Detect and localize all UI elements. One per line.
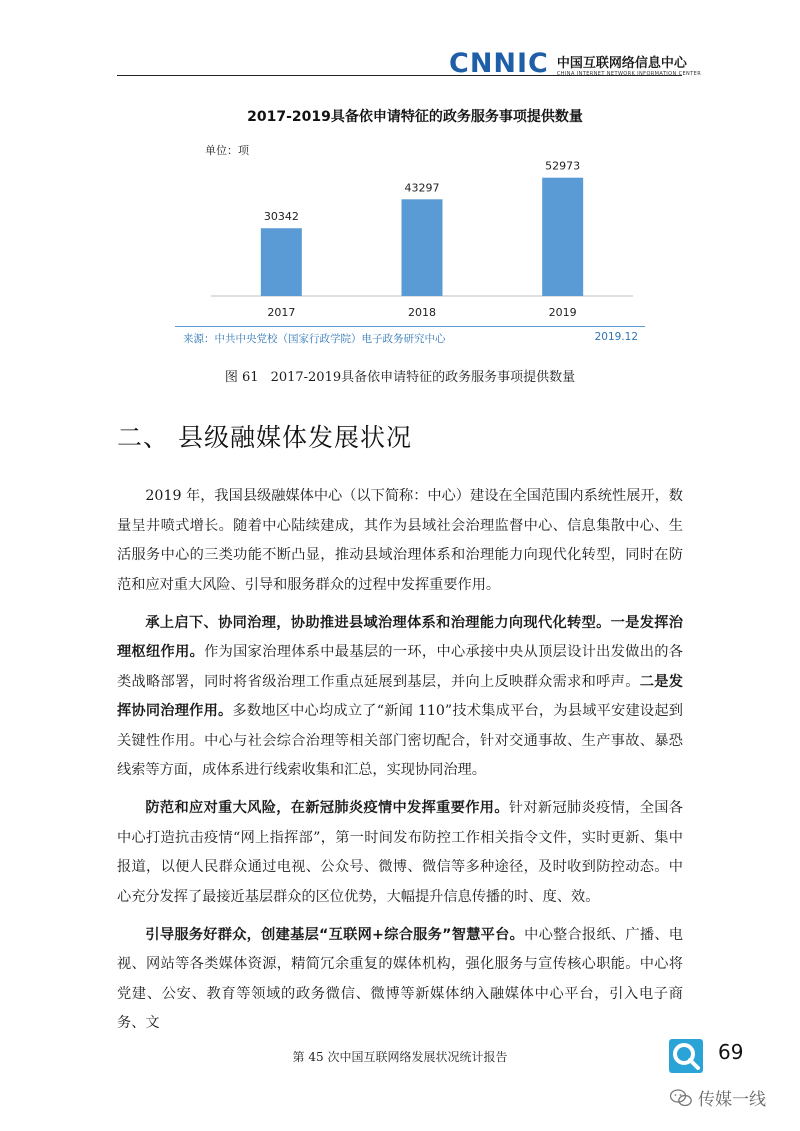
org-name-en: CHINA INTERNET NETWORK INFORMATION CENTER (556, 71, 702, 77)
tick-label-2018: 2018 (408, 306, 436, 319)
logo-mark: CNNIC (449, 48, 549, 79)
chart-unit-label: 单位：项 (205, 144, 249, 157)
data-label-2019: 52973 (545, 159, 581, 173)
chart-source-row (183, 331, 638, 346)
chart-date: 2019.12 (594, 331, 638, 343)
paragraph-1: 2019 年，我国县级融媒体中心（以下简称：中心）建设在全国范围内系统性展开，数量呈井喷式增长。随着中心陆续建成，其作为县域社会治理监督中心、信息集散中心、生活服务中心的三类功能不断凸显，推动县域治理体系和治理能力向现代化转型，同时在防范和应对重大风险、引导和服务群众的过程中发挥重要作用。 (117, 488, 683, 593)
paragraph-text: 作为国家治理体系中最基层的一环，中心承接中央从顶层设计出发做出的各类战略部署，同时将省级治理工作重点延展到基层，并向上反映群众需求和呼声。 (117, 644, 683, 690)
watermark-text: 传媒一线 (698, 1090, 766, 1110)
chart-plot (175, 100, 655, 325)
wechat-icon (670, 1089, 692, 1107)
figure-caption-text: 2017-2019具备依申请特征的政务服务事项提供数量 (270, 370, 576, 385)
bold-lead: 承上启下、协同治理，协助推进县域治理体系和治理能力向现代化转型。一是发挥治理枢纽作用。 (117, 614, 683, 660)
cnnic-logo (449, 50, 701, 78)
bold-lead: 二是发挥协同治理作用。 (117, 673, 683, 719)
header-divider (117, 75, 682, 76)
figure-label: 图 61 (224, 370, 259, 385)
tick-label-2019: 2019 (548, 306, 577, 319)
chart-title: 2017-2019具备依申请特征的政务服务事项提供数量 (247, 109, 583, 125)
paragraph-4 (117, 921, 683, 1039)
bar-2018 (402, 199, 443, 296)
tick-label-2017: 2017 (267, 306, 296, 319)
figure-caption (0, 366, 800, 385)
paragraph-3 (117, 794, 683, 912)
bar-2017 (261, 228, 302, 296)
report-search-icon (668, 1038, 704, 1074)
paragraph-text: 多数地区中心均成立了“新闻 110”技术集成平台，为县域平安建设起到关键性作用。中心与社会综合治理等相关部门密切配合，针对交通事故、生产事故、暴恐线索等方面，成体系进行线索收集和汇总，实现协同治理。 (117, 703, 683, 778)
bar-2019 (542, 178, 583, 296)
source-divider (175, 326, 645, 327)
footer-report-name: 第 45 次中国互联网络发展状况统计报告 (292, 1050, 508, 1064)
body-text (117, 482, 683, 1047)
paragraph-text: 针对新冠肺炎疫情，全国各中心打造抗击疫情“网上指挥部”，第一时间发布防控工作相关指令文件，实时更新、集中报道，以便人民群众通过电视、公众号、微博、微信等多种途径，及时收到防控动态。中心充分发挥了最接近基层群众的区位优势，大幅提升信息传播的时、度、效。 (117, 800, 683, 905)
bold-lead: 引导服务好群众，创建基层“互联网+综合服务”智慧平台。 (145, 926, 525, 943)
data-label-2018: 43297 (404, 181, 440, 195)
chart-source: 来源：中共中央党校（国家行政学院）电子政务研究中心 (183, 333, 446, 345)
bold-lead: 防范和应对重大风险，在新冠肺炎疫情中发挥重要作用。 (145, 800, 509, 816)
org-name-cn: 中国互联网络信息中心 (556, 56, 687, 71)
paragraph-2 (117, 609, 683, 786)
paragraph-text: 中心整合报纸、广播、电视、网站等各类媒体资源，精简冗余重复的媒体机构，强化服务与宣传核心职能。中心将党建、公安、教育等领域的政务微信、微博等新媒体纳入融媒体中心平台，引入电子商务、文 (117, 926, 683, 1031)
section-title: 二、 县级融媒体发展状况 (117, 423, 412, 452)
page-number: 69 (718, 1040, 744, 1064)
data-label-2017: 30342 (263, 210, 299, 224)
watermark (670, 1085, 766, 1110)
bar-chart (175, 100, 655, 350)
